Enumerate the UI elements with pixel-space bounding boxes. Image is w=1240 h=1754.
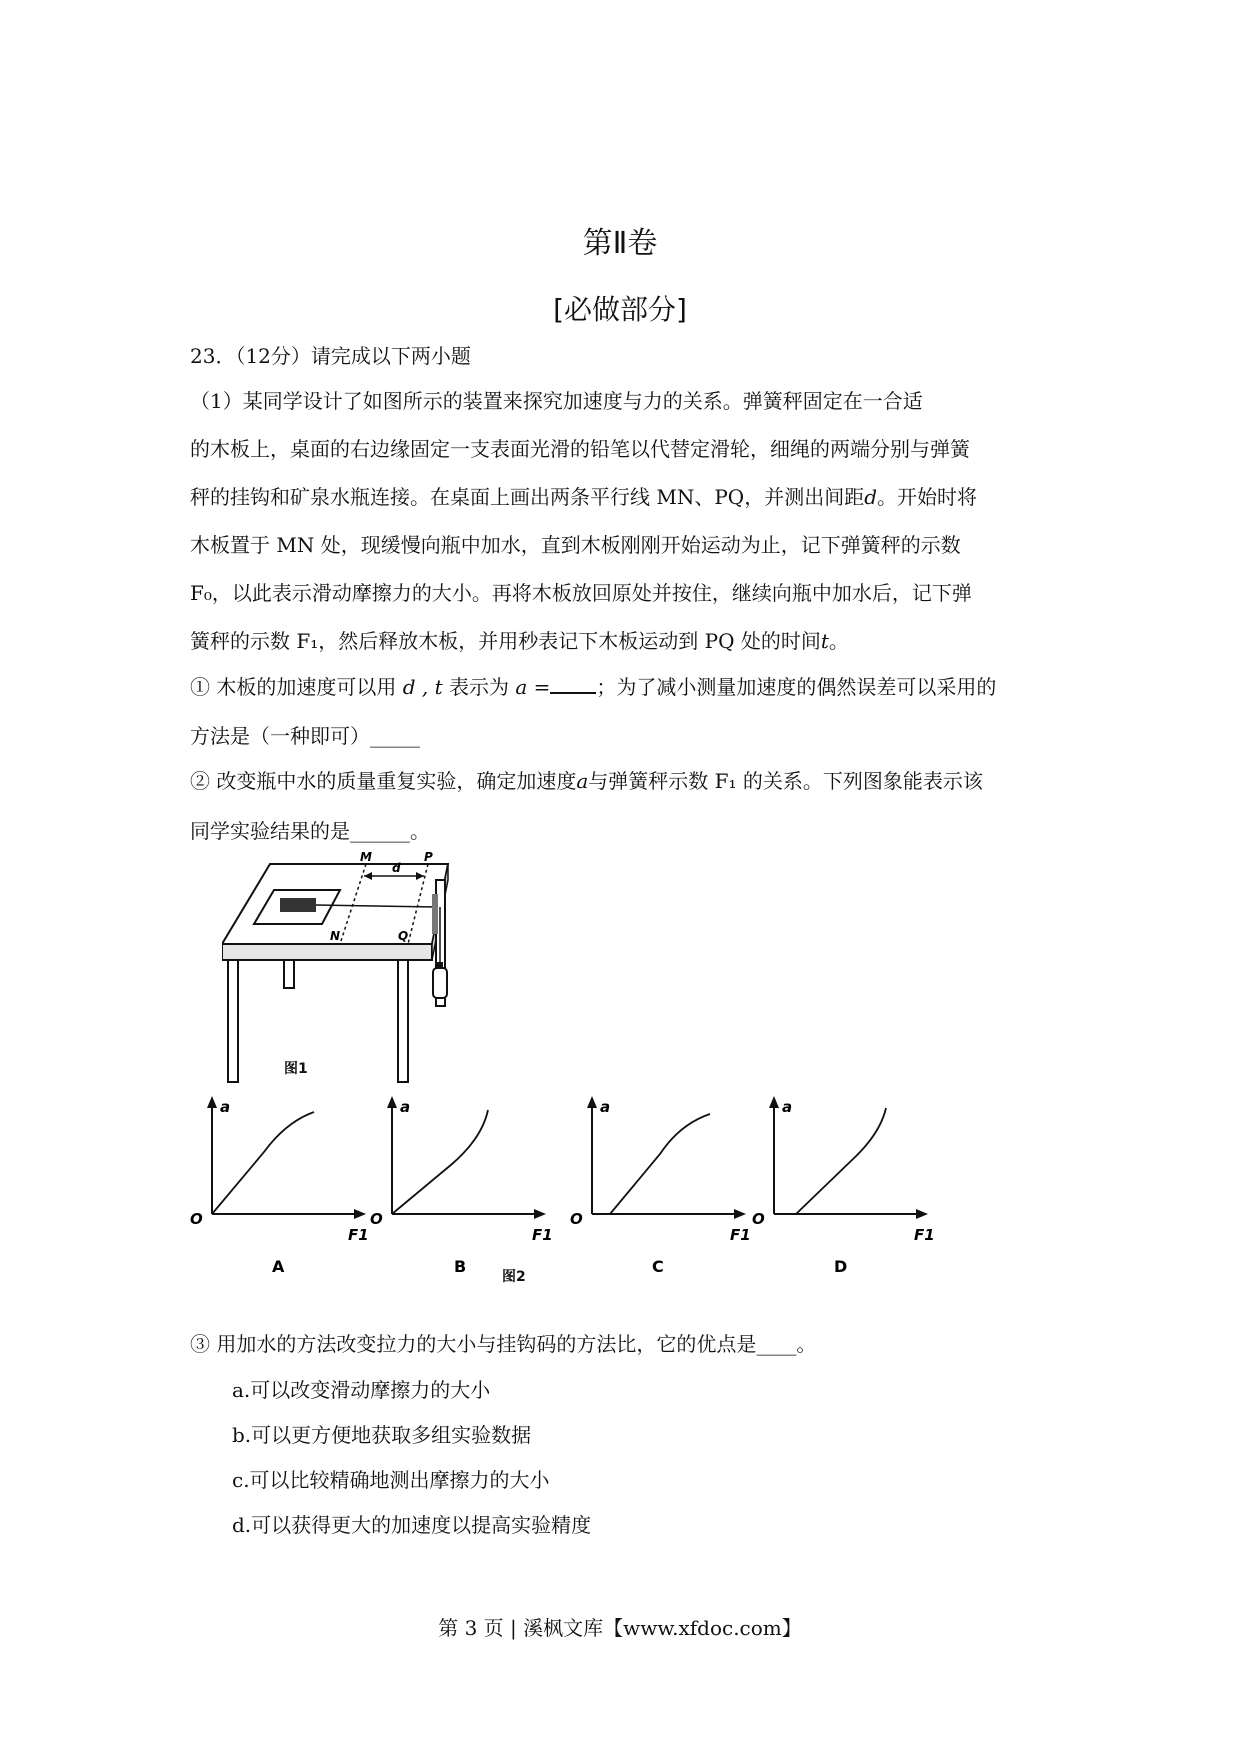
paragraph-line: F₀，以此表示滑动摩擦力的大小。再将木板放回原处并按住，继续向瓶中加水后，记下弹	[190, 581, 972, 605]
text-span: 表示为	[449, 675, 509, 699]
graph-letter: B	[454, 1257, 467, 1276]
table-leg	[228, 960, 238, 1082]
section-subtitle: [必做部分]	[553, 293, 687, 326]
option-d: d.可以获得更大的加速度以提高实验精度	[232, 1513, 592, 1537]
text-span: ；为了减小测量加速度的偶然误差可以采用的	[596, 675, 997, 699]
label-d: d	[392, 861, 401, 875]
x-label: F1	[348, 1226, 369, 1244]
text-span: 秤的挂钩和矿泉水瓶连接。在桌面上画出两条平行线 MN、PQ，并测出间距	[190, 485, 865, 509]
figure-1-caption: 图1	[284, 1061, 308, 1077]
graph-b	[370, 1096, 553, 1276]
answer-blank	[550, 674, 596, 694]
subquestion-2-line2: 同学实验结果的是______。	[190, 819, 430, 843]
x-label: F1	[532, 1226, 553, 1244]
curve-b	[392, 1110, 488, 1214]
text-span: ② 改变瓶中水的质量重复实验，确定加速度	[190, 769, 577, 793]
origin-label: O	[752, 1210, 765, 1228]
arrow-head	[734, 1209, 746, 1219]
x-label: F1	[914, 1226, 935, 1244]
text-span: 。	[828, 629, 849, 653]
math-var: t	[820, 629, 829, 653]
subquestion-2	[190, 767, 983, 795]
section-title: 第Ⅱ卷	[582, 226, 658, 261]
curve-a	[212, 1112, 314, 1214]
math-var: d , t	[402, 675, 443, 699]
curve-c	[610, 1114, 710, 1214]
label-n: N	[330, 929, 341, 943]
arrow-head	[587, 1096, 597, 1108]
paragraph-line: （1）某同学设计了如图所示的装置来探究加速度与力的关系。弹簧秤固定在一合适	[190, 389, 923, 413]
x-label: F1	[730, 1226, 751, 1244]
arrow-head	[916, 1209, 928, 1219]
y-label: a	[782, 1098, 793, 1116]
figure-2-graphs	[190, 1094, 950, 1278]
spring-scale	[280, 898, 316, 912]
y-label: a	[220, 1098, 231, 1116]
water-bottle	[433, 968, 447, 998]
option-b: b.可以更方便地获取多组实验数据	[232, 1423, 532, 1447]
paragraph-line	[190, 483, 977, 511]
label-m: M	[360, 852, 372, 864]
math-var: a	[576, 769, 589, 793]
label-q: Q	[398, 929, 409, 943]
table-leg	[284, 960, 294, 988]
pencil-pulley	[432, 894, 438, 934]
math-var: d	[864, 485, 878, 509]
subquestion-3: ③ 用加水的方法改变拉力的大小与挂钩码的方法比，它的优点是____。	[190, 1332, 817, 1356]
page-footer: 第 3 页 | 溪枫文库【www.xfdoc.com】	[438, 1616, 802, 1640]
option-a: a.可以改变滑动摩擦力的大小	[232, 1378, 491, 1402]
subquestion-1	[190, 673, 996, 701]
paragraph-line	[190, 627, 849, 655]
graph-a	[190, 1096, 369, 1276]
curve-d	[796, 1108, 886, 1214]
y-label: a	[400, 1098, 411, 1116]
bottle-cap	[437, 962, 443, 969]
origin-label: O	[190, 1210, 203, 1228]
text-span: 与弹簧秤示数 F₁ 的关系。下列图象能表示该	[588, 769, 983, 793]
text-span: 簧秤的示数 F₁，然后释放木板，并用秒表记下木板运动到 PQ 处的时间	[190, 629, 821, 653]
graph-letter: C	[652, 1257, 664, 1276]
arrow-head	[387, 1096, 397, 1108]
table-edge	[222, 944, 432, 960]
paragraph-line: 木板置于 MN 处，现缓慢向瓶中加水，直到木板刚刚开始运动为止，记下弹簧秤的示数	[190, 533, 961, 557]
arrow-head	[207, 1096, 217, 1108]
graph-letter: A	[272, 1257, 285, 1276]
subquestion-1-line2: 方法是（一种即可）_____	[190, 724, 420, 748]
arrow-head	[354, 1209, 366, 1219]
graph-d	[752, 1096, 935, 1276]
label-p: P	[424, 852, 433, 864]
graph-c	[570, 1096, 751, 1276]
question-header: 23．（12分）请完成以下两小题	[190, 344, 471, 368]
text-span: ① 木板的加速度可以用	[190, 675, 397, 699]
arrow-head	[534, 1209, 546, 1219]
origin-label: O	[370, 1210, 383, 1228]
graph-letter: D	[834, 1257, 848, 1276]
arrow-head	[769, 1096, 779, 1108]
figure-1-apparatus	[222, 852, 472, 1084]
origin-label: O	[570, 1210, 583, 1228]
math-expression: a =	[515, 675, 551, 699]
option-c: c.可以比较精确地测出摩擦力的大小	[232, 1468, 550, 1492]
table-leg	[398, 960, 408, 1082]
text-span: 。开始时将	[877, 485, 978, 509]
figure-2-caption: 图2	[502, 1269, 526, 1285]
y-label: a	[600, 1098, 611, 1116]
paragraph-line: 的木板上，桌面的右边缘固定一支表面光滑的铅笔以代替定滑轮，细绳的两端分别与弹簧	[190, 437, 970, 461]
